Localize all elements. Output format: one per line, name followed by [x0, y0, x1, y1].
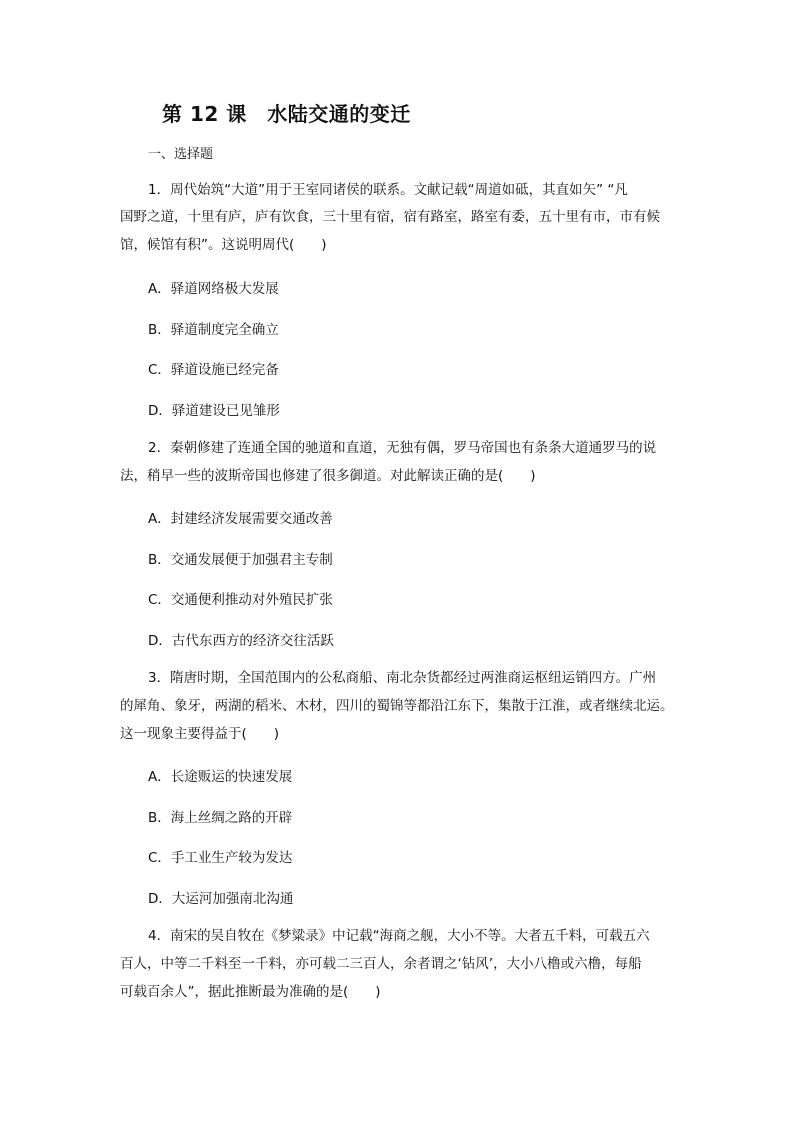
question-2-option-d: D．古代东西方的经济交往活跃 — [148, 633, 334, 649]
question-3-line-2: 的犀角、象牙，两湖的稻米、木材，四川的蜀锦等都沿江东下，集散于江淮，或者继续北运。 — [120, 698, 674, 714]
question-1-option-c: C．驿道设施已经完备 — [148, 362, 279, 378]
question-2-option-c: C．交通便利推动对外殖民扩张 — [148, 592, 333, 608]
question-1-line-2: 国野之道，十里有庐，庐有饮食，三十里有宿，宿有路室，路室有委，五十里有市，市有候 — [120, 209, 660, 225]
question-3-option-c: C．手工业生产较为发达 — [148, 850, 293, 866]
question-3-option-b: B．海上丝绸之路的开辟 — [148, 810, 293, 826]
question-1-option-b: B．驿道制度完全确立 — [148, 322, 279, 338]
question-1-line-1: 1．周代始筑“大道”用于王室同诸侯的联系。文献记载“周道如砥，其直如矢” “凡 — [148, 182, 628, 198]
question-4-line-1: 4．南宋的吴自牧在《梦粱录》中记载“海商之舰，大小不等。大者五千料，可载五六 — [148, 928, 650, 944]
question-2-line-2: 法，稍早一些的波斯帝国也修建了很多御道。对此解读正确的是( ) — [120, 468, 536, 484]
question-3-line-1: 3．隋唐时期，全国范围内的公私商船、南北杂货都经过两淮商运枢纽运销四方。广州 — [148, 670, 657, 686]
question-1-option-a: A．驿道网络极大发展 — [148, 281, 279, 297]
question-2-option-b: B．交通发展便于加强君主专制 — [148, 552, 333, 568]
question-3-option-a: A．长途贩运的快速发展 — [148, 769, 293, 785]
question-1-line-3: 馆，候馆有积”。这说明周代( ) — [120, 237, 327, 253]
question-3-option-d: D．大运河加强南北沟通 — [148, 891, 294, 907]
question-2-option-a: A．封建经济发展需要交通改善 — [148, 511, 333, 527]
question-2-line-1: 2．秦朝修建了连通全国的驰道和直道，无独有偶，罗马帝国也有条条大道通罗马的说 — [148, 440, 657, 456]
question-1-option-d: D．驿道建设已见雏形 — [148, 403, 280, 419]
section-heading: 一、选择题 — [148, 147, 214, 162]
question-4-line-2: 百人，中等二千料至一千料，亦可载二三百人，余者谓之‘钻风’，大小八橹或六橹，每船 — [120, 956, 642, 972]
question-3-line-3: 这一现象主要得益于( ) — [120, 726, 280, 742]
question-4-line-3: 可载百余人”，据此推断最为准确的是( ) — [120, 984, 381, 1000]
page-title: 第 12 课 水陆交通的变迁 — [162, 102, 411, 126]
